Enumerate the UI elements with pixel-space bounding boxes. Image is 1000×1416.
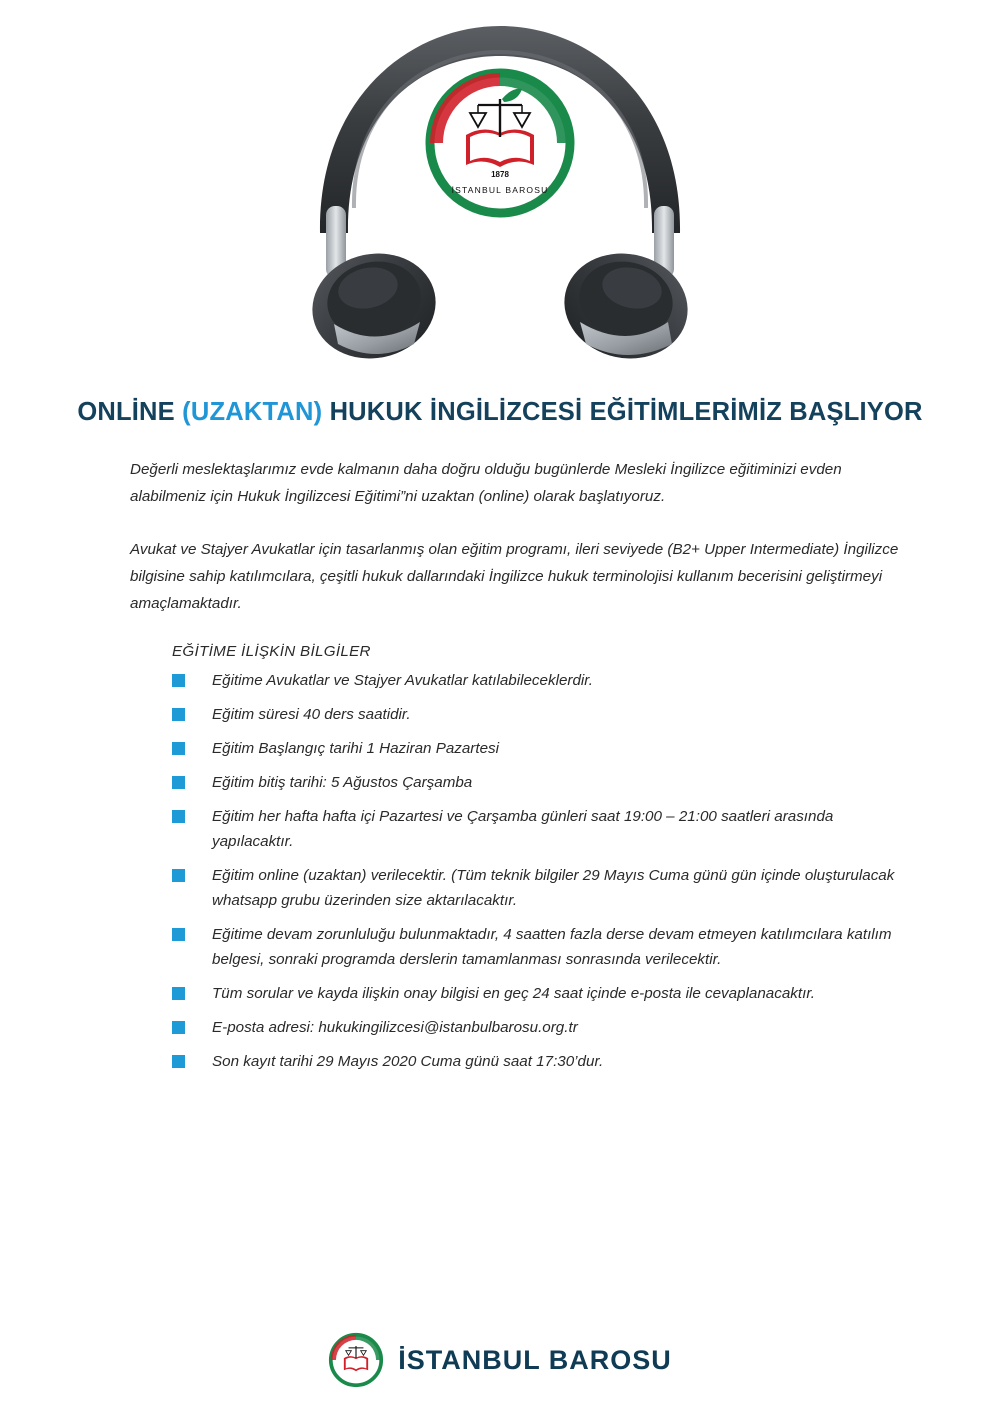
list-item-text: Eğitim Başlangıç tarihi 1 Haziran Pazartesi [212,740,499,757]
title-tail: HUKUK İNGİLİZCESİ EĞİTİMLERİMİZ BAŞLIYOR [322,398,923,426]
document-body [130,456,902,1083]
footer [0,1332,1000,1388]
bullet-square-icon [172,674,185,687]
bullet-square-icon [172,987,185,1000]
list-item-text: Eğitime devam zorunluluğu bulunmaktadır, 4 saatten fazla derse devam etmeyen katılımcılara katılım belgesi, sonraki programda derslerin tamamlanması sonrasında verilecektir. [212,926,892,968]
details-heading: EĞİTİME İLİŞKİN BİLGİLER [172,643,371,660]
list-item-text: Son kayıt tarihi 29 Mayıs 2020 Cuma günü saat 17:30’dur. [212,1053,604,1070]
list-item-text: Tüm sorular ve kayda ilişkin onay bilgisi en geç 24 saat içinde e-posta ile cevaplanacaktır. [212,985,816,1002]
page-title [0,398,1000,427]
list-item-text: E-posta adresi: hukukingilizcesi@istanbulbarosu.org.tr [212,1019,578,1036]
list-item-email [172,1015,902,1040]
list-item [172,736,902,761]
bullet-square-icon [172,810,185,823]
list-item [172,702,902,727]
bullet-square-icon [172,708,185,721]
paragraph-program: Avukat ve Stajyer Avukatlar için tasarlanmış olan eğitim programı, ileri seviyede (B2+ Upper Intermediate) İngilizce bilgisine sahip katılımcılara, çeşitli hukuk dallarındaki İngilizce hukuk terminolojisi kullanım becerisini geliştirmeyi amaçlamaktadır. [130,541,899,612]
list-item-text: Eğitim bitiş tarihi: 5 Ağustos Çarşamba [212,774,473,791]
details-section [130,643,902,1074]
title-lead: ONLİNE [77,398,183,426]
list-item [172,770,902,795]
list-item-text: Eğitim süresi 40 ders saatidir. [212,706,411,723]
bullet-square-icon [172,1055,185,1068]
list-item [172,981,902,1006]
bullet-square-icon [172,928,185,941]
title-accent: (UZAKTAN) [182,398,323,426]
istanbul-barosu-emblem [428,71,572,215]
headphones-illustration [290,8,710,368]
bullet-square-icon [172,869,185,882]
bullet-square-icon [172,742,185,755]
list-item-text: Eğitim her hafta hafta içi Pazartesi ve Çarşamba günleri saat 19:00 – 21:00 saatleri arasında yapılacaktır. [212,808,834,850]
emblem-year: 1878 [491,170,509,179]
bullet-square-icon [172,776,185,789]
list-item [172,668,902,693]
list-item [172,1049,902,1074]
bullet-square-icon [172,1021,185,1034]
paragraph-intro: Değerli meslektaşlarımız evde kalmanın daha doğru olduğu bugünlerde Mesleki İngilizce eğitiminizi evden alabilmeniz için Hukuk İngilizcesi Eğitimi”ni uzaktan (online) olarak başlatıyoruz. [130,461,842,505]
list-item [172,863,902,913]
list-item [172,804,902,854]
list-item-text: Eğitime Avukatlar ve Stajyer Avukatlar katılabileceklerdir. [212,672,593,689]
list-item-text: Eğitim online (uzaktan) verilecektir. (Tüm teknik bilgiler 29 Mayıs Cuma günü gün içinde oluşturulacak whatsapp grubu üzerinden size aktarılacaktır. [212,867,895,909]
footer-emblem-icon [328,1332,384,1388]
emblem-ring-text: İSTANBUL BAROSU [451,185,549,195]
details-list [172,668,902,1074]
footer-brand: İSTANBUL BAROSU [398,1344,672,1375]
hero-image [0,0,1000,370]
list-item [172,922,902,972]
